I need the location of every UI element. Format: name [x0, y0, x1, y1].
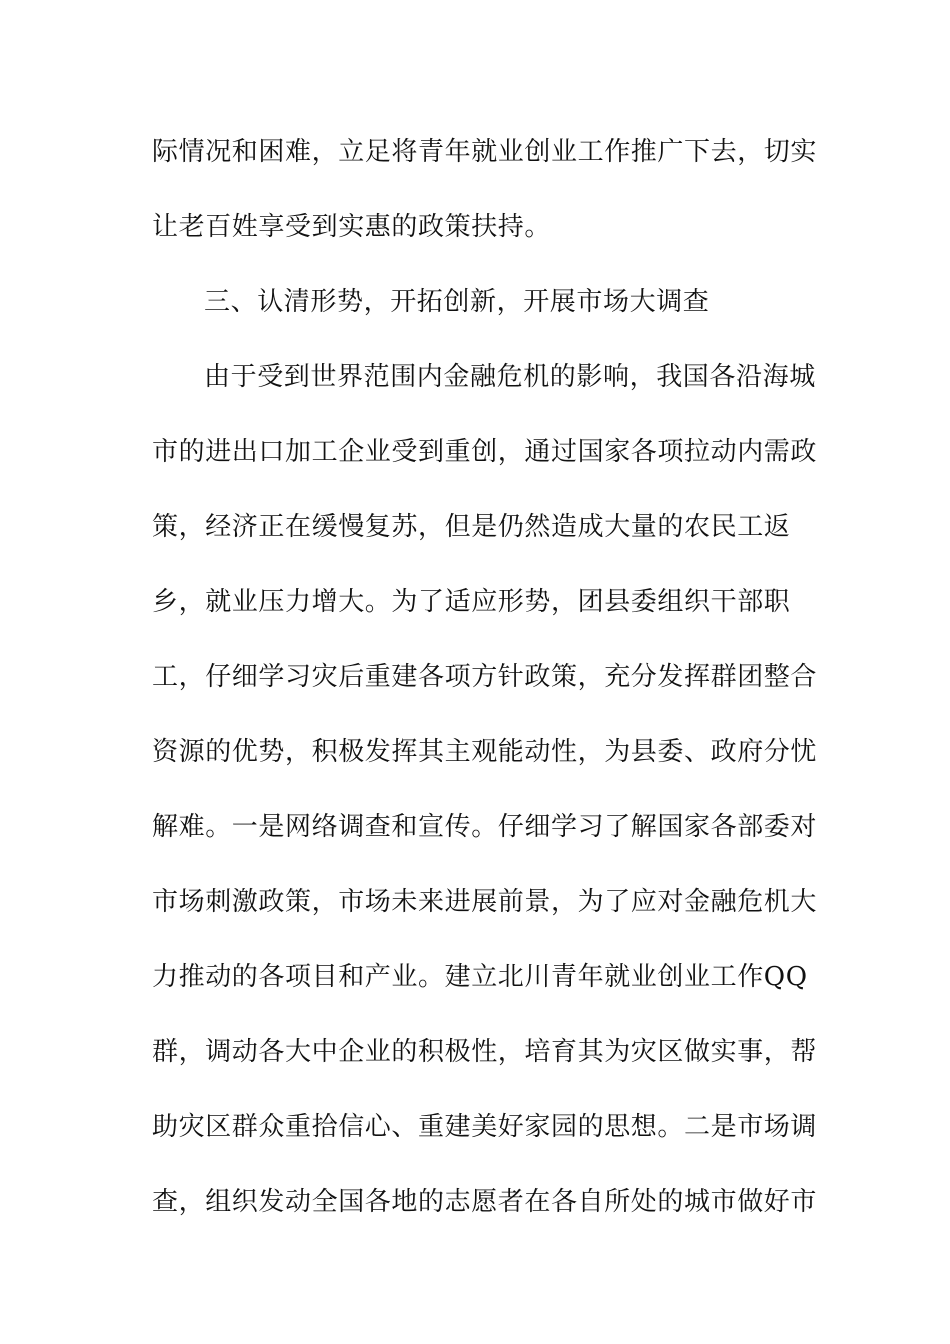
text-line: 让老百姓享受到实惠的政策扶持。 — [152, 212, 552, 242]
text-line: 市场刺激政策，市场未来进展前景，为了应对金融危机大 — [152, 887, 818, 917]
text-line: 由于受到世界范围内金融危机的影响，我国各沿海城 — [204, 362, 816, 392]
text-line: 力推动的各项目和产业。建立北川青年就业创业工作QQ — [152, 962, 808, 992]
text-line: 解难。一是网络调查和宣传。仔细学习了解国家各部委对 — [152, 812, 818, 842]
text-line: 资源的优势，积极发挥其主观能动性，为县委、政府分忧 — [152, 737, 818, 767]
section-heading: 三、认清形势，开拓创新，开展市场大调查 — [204, 287, 710, 317]
text-line: 群，调动各大中企业的积极性，培育其为灾区做实事，帮 — [152, 1037, 818, 1067]
text-line: 策，经济正在缓慢复苏，但是仍然造成大量的农民工返 — [152, 512, 791, 542]
text-line: 助灾区群众重拾信心、重建美好家园的思想。二是市场调 — [152, 1112, 818, 1142]
text-line: 工，仔细学习灾后重建各项方针政策，充分发挥群团整合 — [152, 662, 818, 692]
text-line: 市的进出口加工企业受到重创，通过国家各项拉动内需政 — [152, 437, 818, 467]
text-line: 乡，就业压力增大。为了适应形势，团县委组织干部职 — [152, 587, 791, 617]
text-line: 际情况和困难，立足将青年就业创业工作推广下去，切实 — [152, 137, 818, 167]
text-line: 查，组织发动全国各地的志愿者在各自所处的城市做好市 — [152, 1187, 818, 1217]
